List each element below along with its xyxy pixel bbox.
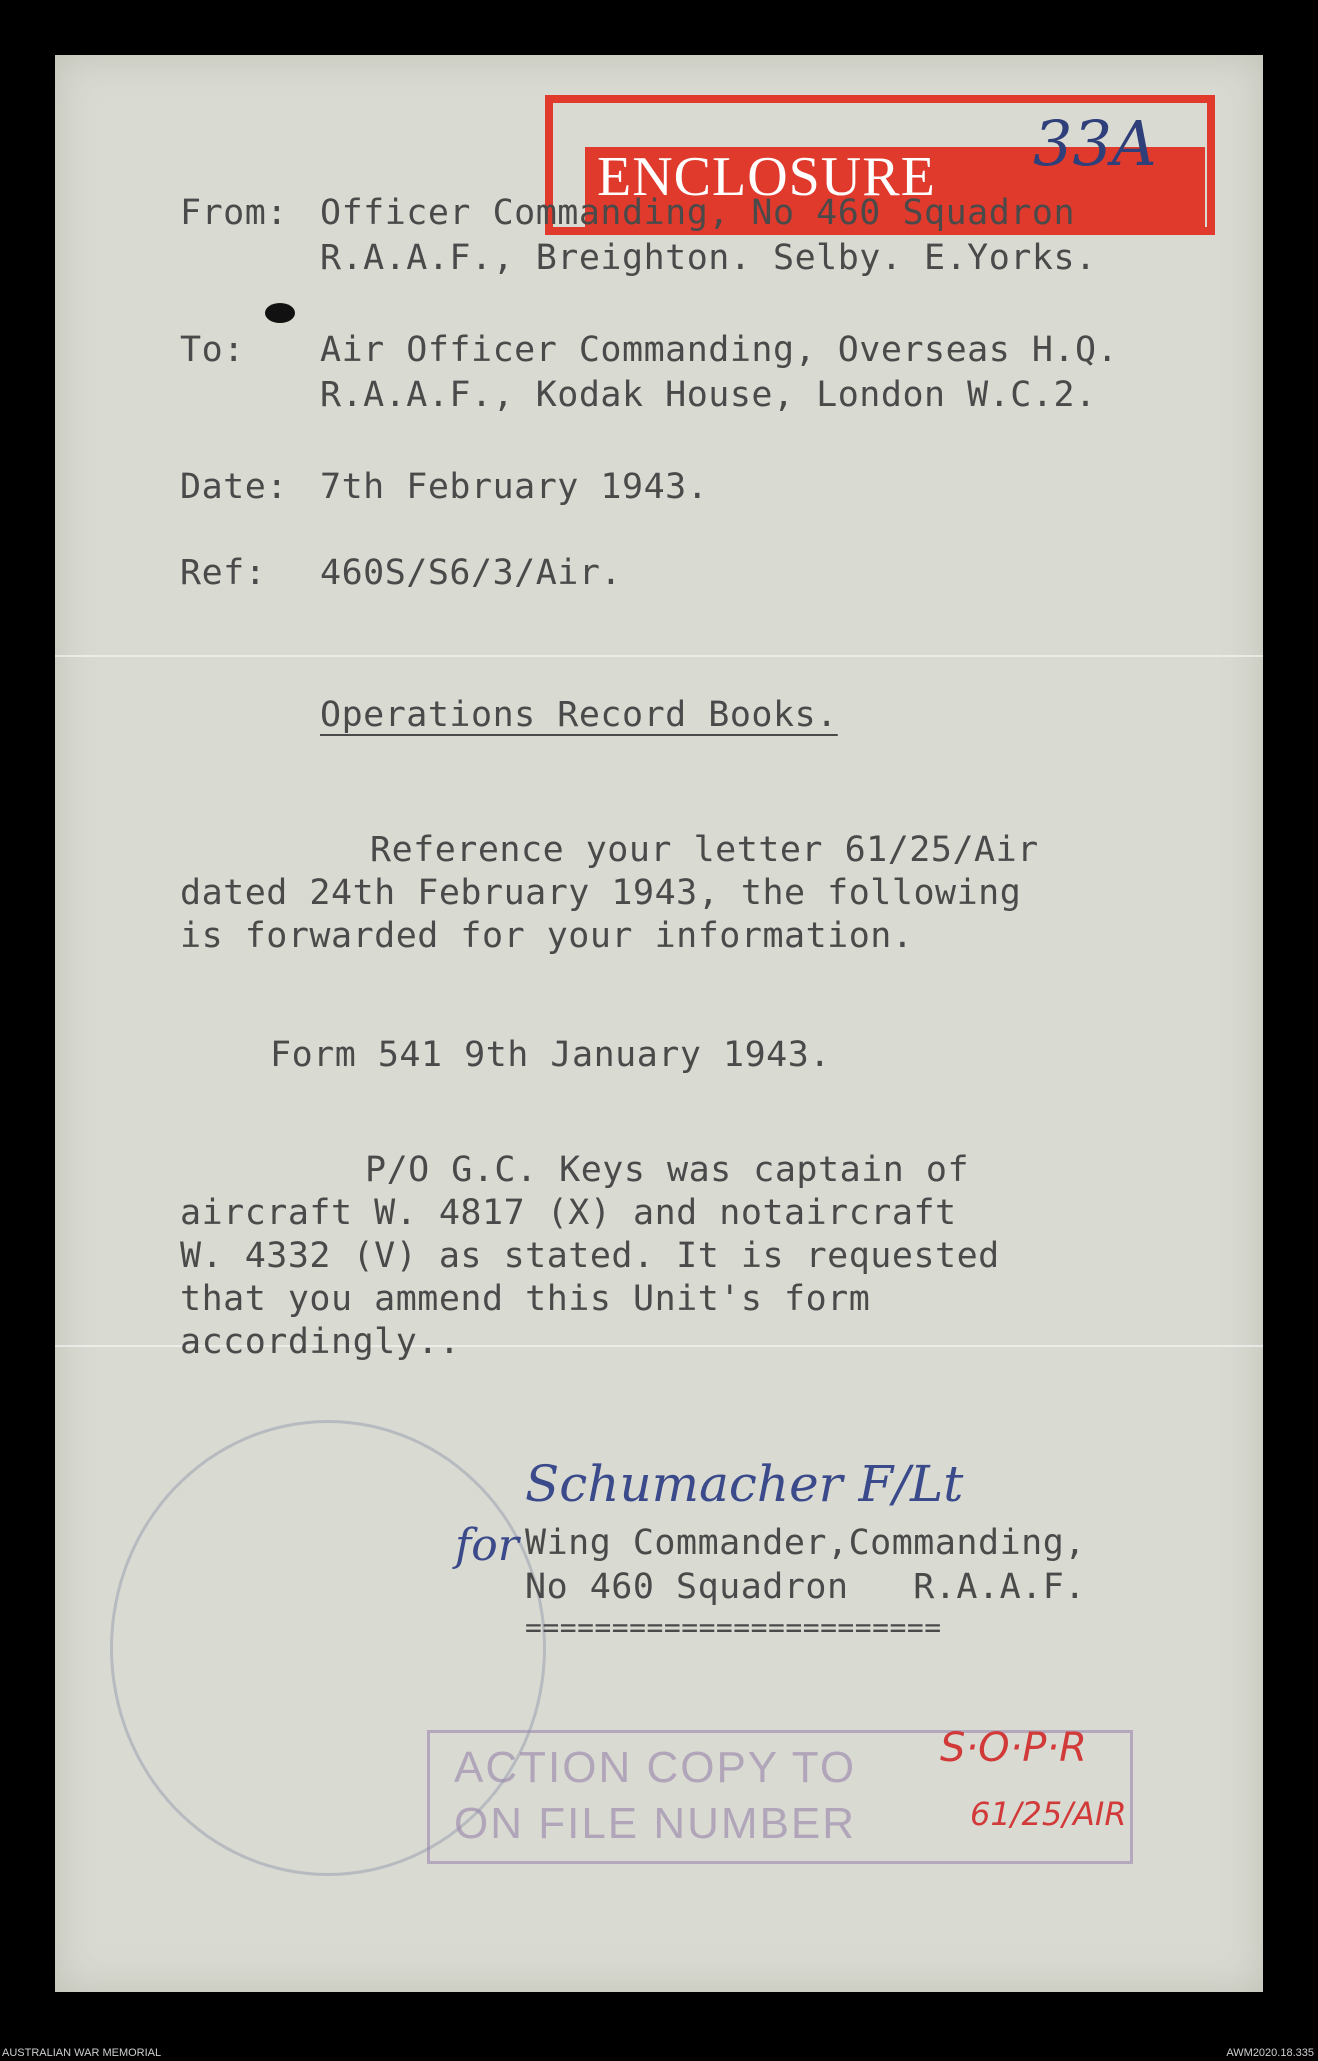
to-label: To: <box>180 330 245 370</box>
enclosure-number: 33A <box>1033 107 1157 180</box>
action-stamp-line-2: ON FILE NUMBER <box>454 1799 857 1848</box>
body-line: Reference your letter 61/25/Air <box>370 830 1039 870</box>
to-line-1: Air Officer Commanding, Overseas H.Q. <box>320 330 1119 370</box>
signature-title-1: Wing Commander,Commanding, <box>525 1523 1086 1563</box>
date-label: Date: <box>180 467 288 507</box>
ref-label: Ref: <box>180 553 267 593</box>
from-label: From: <box>180 193 288 233</box>
body-line: P/O G.C. Keys was captain of <box>365 1150 970 1190</box>
to-line-2: R.A.A.F., Kodak House, London W.C.2. <box>320 375 1097 415</box>
enclosure-label: ENCLOSURE <box>597 146 936 208</box>
fold-line <box>55 655 1263 657</box>
punch-hole <box>265 303 295 323</box>
body-line: is forwarded for your information. <box>180 916 914 956</box>
footer-right: AWM2020.18.335 <box>1226 2047 1314 2059</box>
body-line: accordingly.. <box>180 1322 461 1362</box>
document-page <box>55 55 1263 1992</box>
from-line-2: R.A.A.F., Breighton. Selby. E.Yorks. <box>320 238 1097 278</box>
action-stamp-line-1: ACTION COPY TO <box>454 1743 857 1792</box>
handwritten-file-number: 61/25/AIR <box>970 1795 1127 1833</box>
form-line: Form 541 9th January 1943. <box>270 1035 831 1075</box>
date-value: 7th February 1943. <box>320 467 709 507</box>
for-mark: for <box>455 1520 519 1571</box>
signature-title-2: No 460 Squadron R.A.A.F. <box>525 1567 1086 1607</box>
body-line: dated 24th February 1943, the following <box>180 873 1022 913</box>
body-line: that you ammend this Unit's form <box>180 1279 871 1319</box>
body-line: aircraft W. 4817 (X) and notaircraft <box>180 1193 957 1233</box>
body-line: W. 4332 (V) as stated. It is requested <box>180 1236 1000 1276</box>
ref-value: 460S/S6/3/Air. <box>320 553 623 593</box>
signature-rule: ======================== <box>525 1611 942 1644</box>
subject-heading: Operations Record Books. <box>320 695 838 735</box>
handwritten-signature: Schumacher F/Lt <box>525 1455 964 1513</box>
footer-left: AUSTRALIAN WAR MEMORIAL <box>2 2047 162 2059</box>
handwritten-sopr: S·O·P·R <box>940 1725 1087 1771</box>
from-line-1: Officer Commanding, No 460 Squadron <box>320 193 1076 233</box>
